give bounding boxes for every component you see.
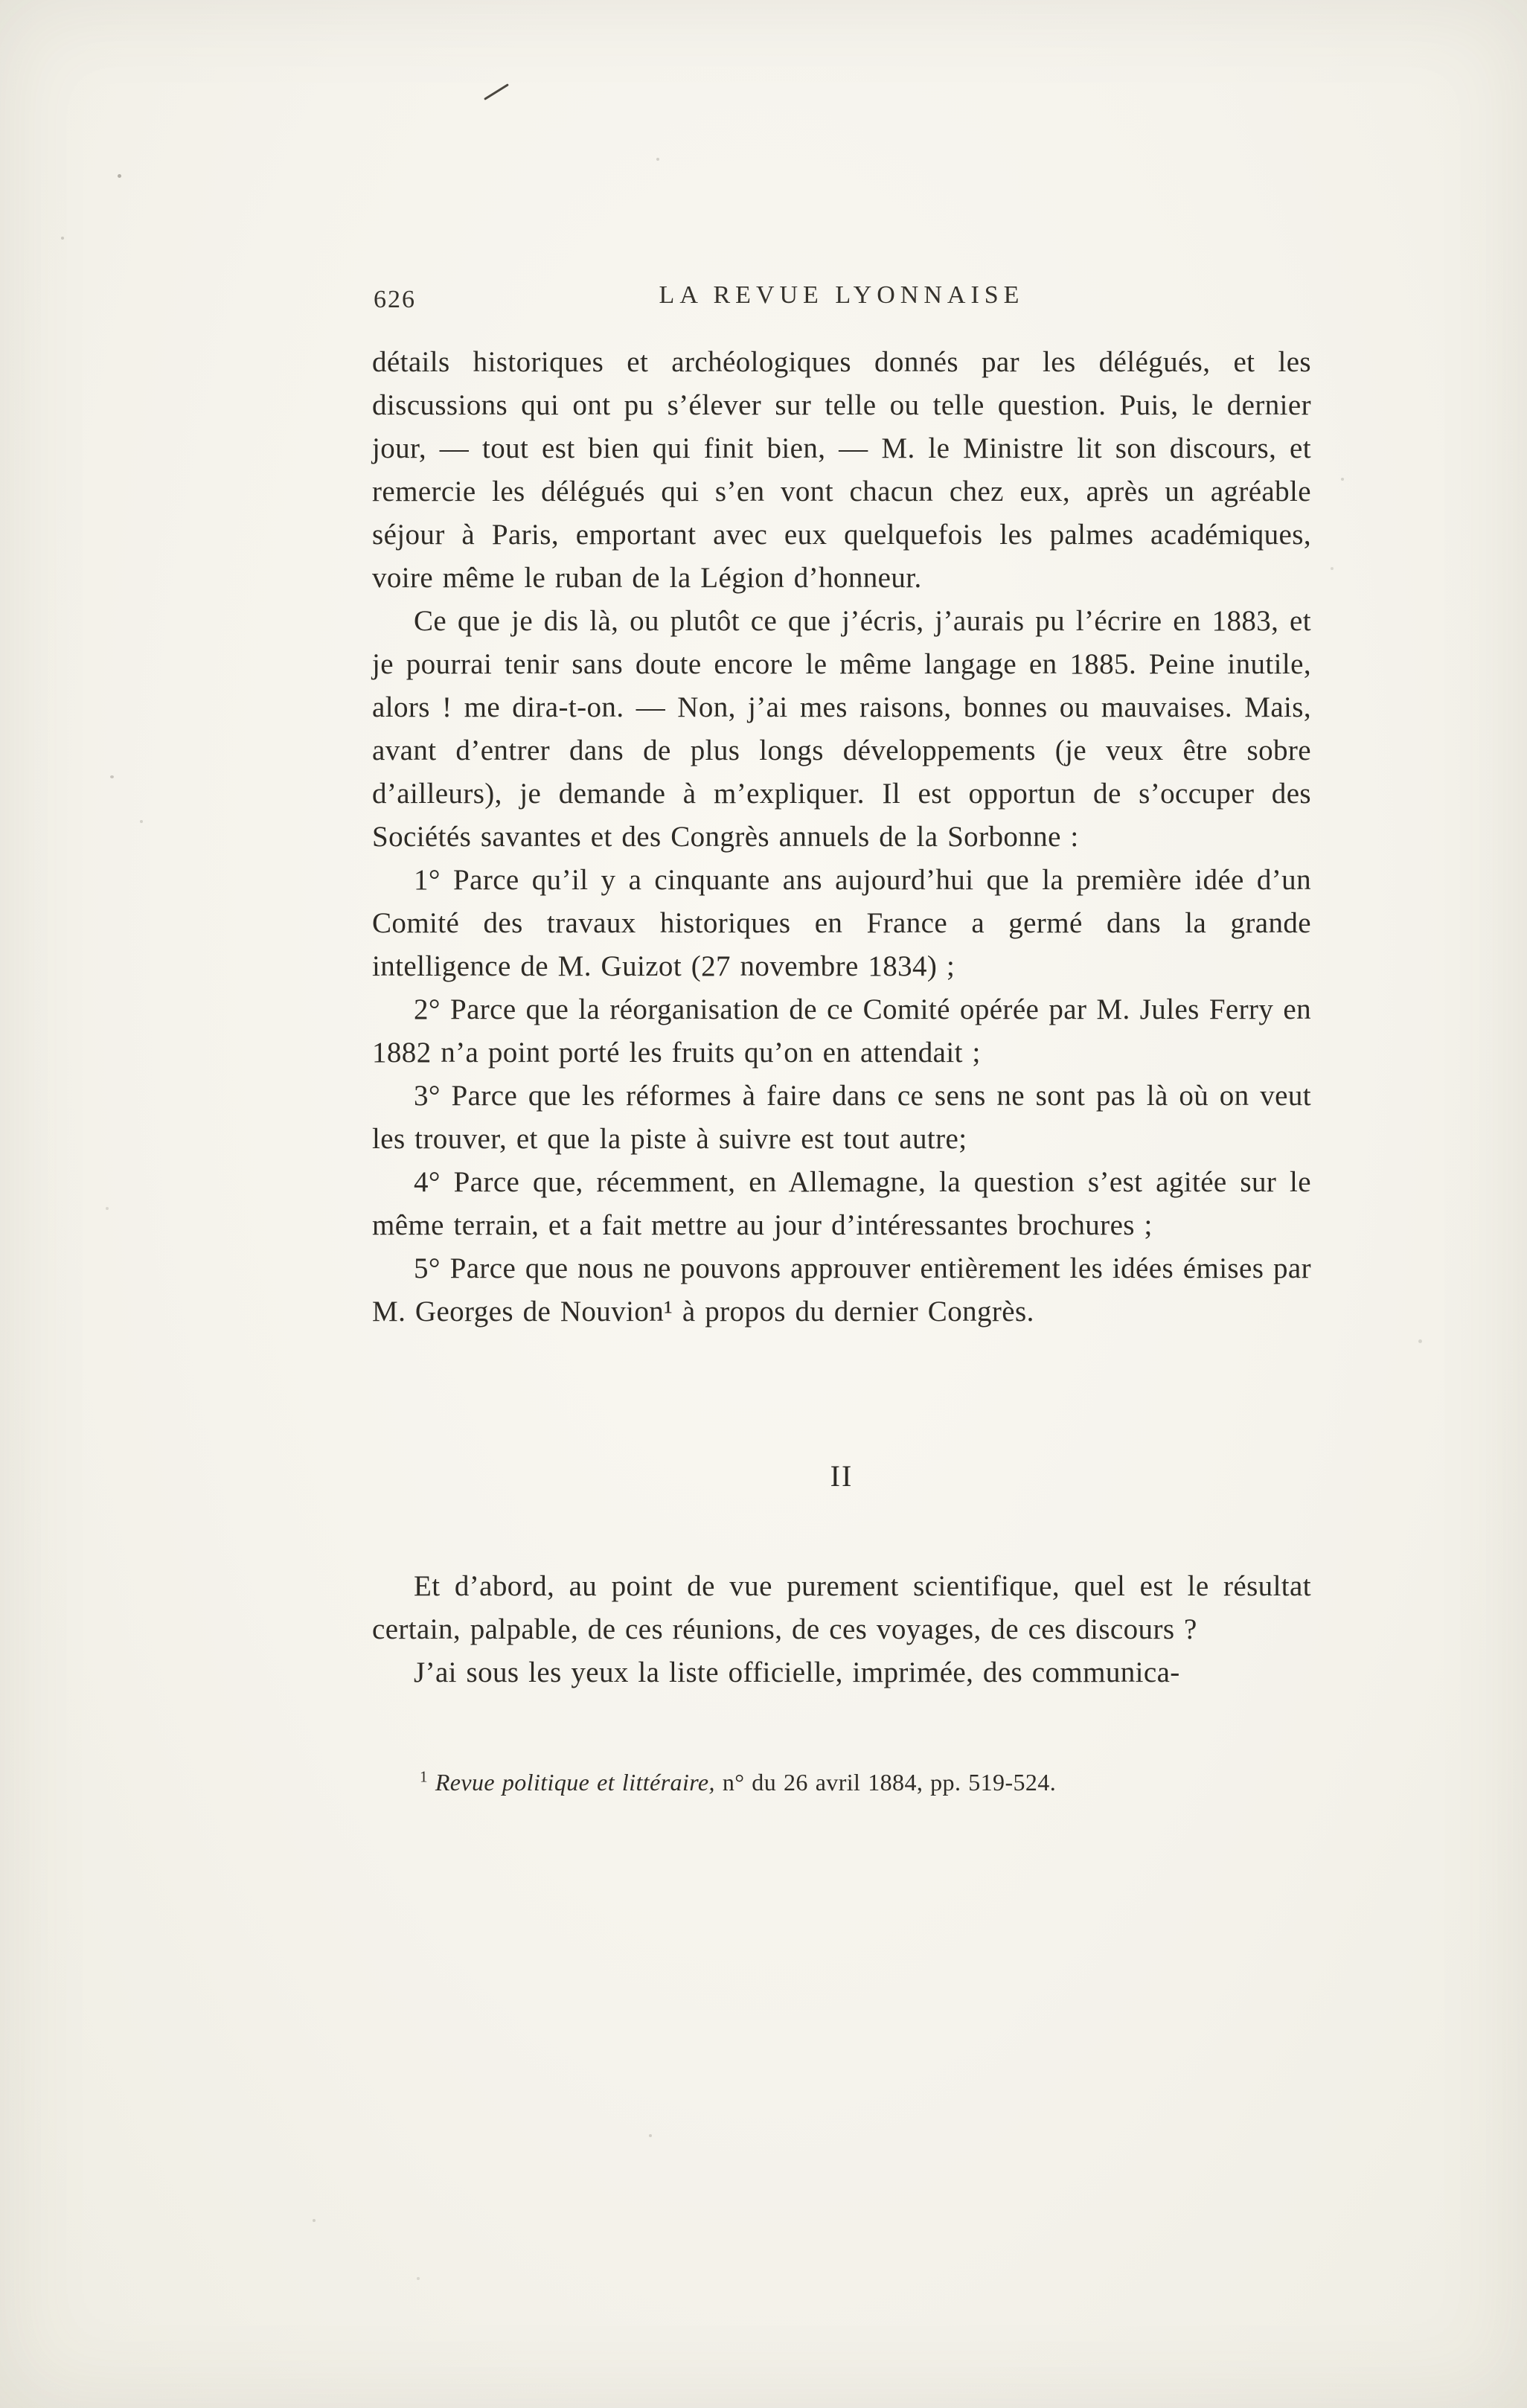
numbered-paragraph-2: 2° Parce que la réorganisation de ce Comité opérée par M. Jules Ferry en 1882 n’a point porté les fruits qu’on en attendait ; xyxy=(372,993,1311,1069)
body-paragraph: Ce que je dis là, ou plutôt ce que j’écris, j’aurais pu l’écrire en 1883, et je pourrai tenir sans doute encore le même langage en 1885. Peine inutile, alors ! me dira-t-on. — Non, j’ai mes raisons, bonnes ou mauvaises. Mais, avant d’entrer dans de plus longs développements (je veux être sobre d’ailleurs), je demande à m’expliquer. Il est opportun de s’occuper des Sociétés savantes et des Congrès annuels de la Sorbonne : xyxy=(372,605,1311,853)
scan-speck xyxy=(656,158,659,161)
scan-speck xyxy=(417,2277,420,2280)
scan-artifact-pen-mark xyxy=(484,83,509,100)
numbered-paragraph-3: 3° Parce que les réformes à faire dans ce sens ne sont pas là où on veut les trouver, et que la piste à suivre est tout autre; xyxy=(372,1080,1311,1155)
scan-speck xyxy=(1341,478,1344,481)
page-number: 626 xyxy=(374,286,416,313)
footnote-title: Revue politique et littéraire, xyxy=(435,1769,715,1796)
body-paragraph: Et d’abord, au point de vue purement scientifique, quel est le résultat certain, palpable, de ces réunions, de ces voyages, de ces discours ? xyxy=(372,1570,1311,1645)
scan-speck xyxy=(140,820,143,823)
scan-speck xyxy=(1418,1339,1422,1343)
scan-speck xyxy=(313,2219,316,2222)
footnote-marker: 1 xyxy=(420,1767,428,1786)
page-header xyxy=(372,281,1311,321)
scan-speck xyxy=(61,237,64,240)
running-title: LA REVUE LYONNAISE xyxy=(659,281,1025,309)
scan-speck xyxy=(106,1207,109,1210)
scan-speck xyxy=(110,775,114,778)
numbered-paragraph-4: 4° Parce que, récemment, en Allemagne, la question s’est agitée sur le même terrain, et a fait mettre au jour d’intéressantes brochures ; xyxy=(372,1166,1311,1241)
body-paragraph: détails historiques et archéologiques donnés par les délégués, et les discussions qui ont pu s’élever sur telle ou telle question. Puis, le dernier jour, — tout est bien qui finit bien, — M. le Ministre lit son discours, et remercie les délégués qui s’en vont chacun chez eux, après un agréable séjour à Paris, emportant avec eux quelquefois les palmes académiques, voire même le ruban de la Légion d’honneur. xyxy=(372,346,1311,594)
footnote xyxy=(372,1766,1311,1799)
footnote-text: n° du 26 avril 1884, pp. 519-524. xyxy=(722,1769,1057,1796)
scan-speck xyxy=(118,174,121,178)
section-heading: II xyxy=(830,1459,854,1493)
scan-speck xyxy=(1331,567,1334,570)
numbered-paragraph-5: 5° Parce que nous ne pouvons approuver entièrement les idées émises par M. Georges de Nouvion¹ à propos du dernier Congrès. xyxy=(372,1252,1311,1328)
text-block xyxy=(372,281,1311,1799)
scan-speck xyxy=(649,2134,652,2137)
numbered-paragraph-1: 1° Parce qu’il y a cinquante ans aujourd’hui que la première idée d’un Comité des travaux historiques en France a germé dans la grande intelligence de M. Guizot (27 novembre 1834) ; xyxy=(372,864,1311,982)
body-paragraph: J’ai sous les yeux la liste officielle, imprimée, des communica- xyxy=(414,1656,1180,1688)
